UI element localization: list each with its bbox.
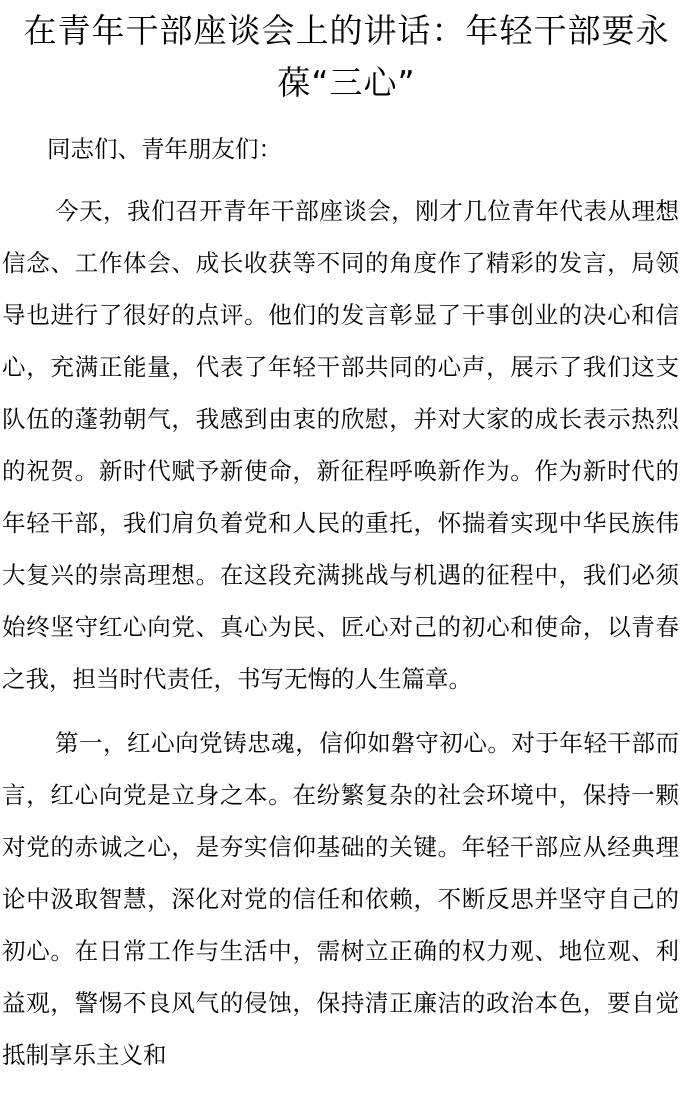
document-title: 在青年干部座谈会上的讲话：年轻干部要永葆“三心” (23, 11, 670, 102)
paragraph-first-point: 第一，红心向党铸忠魂，信仰如磐守初心。对于年轻干部而言，红心向党是立身之本。在纷繁复杂的社会环境中，保持一颗对党的赤诚之心，是夯实信仰基础的关键。年轻干部应从经典理论中汲取智慧，深化对党的信任和依赖，不断反思并坚守自己的初心。在日常工作与生活中，需树立正确的权力观、地位观、利益观，警惕不良风气的侵蚀，保持清正廉洁的政治本色，要自觉抵制享乐主义和 (2, 729, 679, 1069)
greeting-line: 同志们、青年朋友们： (47, 135, 282, 163)
paragraph-opening: 今天，我们召开青年干部座谈会，刚才几位青年代表从理想信念、工作体会、成长收获等不同的角度作了精彩的发言，局领导也进行了很好的点评。他们的发言彰显了干事创业的决心和信心，充满正能量，代表了年轻干部共同的心声，展示了我们这支队伍的蓬勃朝气，我感到由衷的欣慰，并对大家的成长表示热烈的祝贺。新时代赋予新使命，新征程呼唤新作为。作为新时代的年轻干部，我们肩负着党和人民的重托，怀揣着实现中华民族伟大复兴的崇高理想。在这段充满挑战与机遇的征程中，我们必须始终坚守红心向党、真心为民、匠心对己的初心和使命，以青春之我，担当时代责任，书写无悔的人生篇章。 (2, 197, 679, 693)
